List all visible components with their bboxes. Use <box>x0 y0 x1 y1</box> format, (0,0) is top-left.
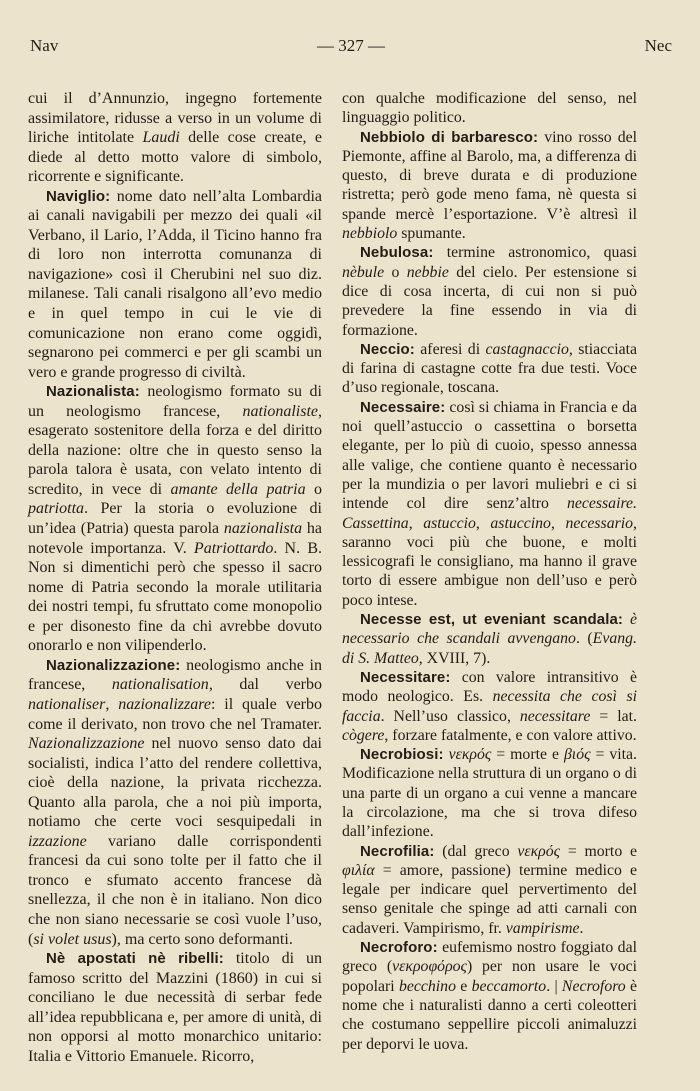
entry-necesse-est-ut-eveniant-scandala <box>342 610 637 668</box>
definition-text: nel nuovo senso dato dai socialisti, indica l’atto del rendere collettiva, cioè della nazione, la privata ricchezza. Quanto alla parola, che a noi più importa, notiamo che certe voci sesquipedali in <box>28 735 322 831</box>
italic-text: necessario <box>565 514 634 532</box>
italic-text: Patriottardo <box>193 539 274 557</box>
definition-text: . N. B. Non si dimentichi però che spesso il sacro nome di Patria secondo la morale utilitaria dei nostri tempi, fu sfruttato come monopolio e per disonesto fine da chi avrebbe dovuto onorarlo e non vilipenderlo. <box>28 539 323 655</box>
headword: Necrobiosi: <box>360 746 444 764</box>
italic-text: Evang. di S. Matteo <box>342 630 637 667</box>
running-header <box>30 36 672 60</box>
definition-text: spumante. <box>397 225 466 243</box>
definition-text: delle cose create, e diede al detto motto valore di simbolo, ricorrente e significante. <box>28 129 322 186</box>
italic-text: νεκροφόρος <box>392 958 467 976</box>
definition-text: eufemismo nostro foggiato dal greco ( <box>342 939 637 976</box>
definition-text: , saranno voci più che buone, e molti lessicografi le consigliano, ma hanno il grave torto di essere ambigue non dell’uso e però poco intese. <box>342 514 637 609</box>
definition-text: nome dato nell’alta Lombardia ai canali navigabili per mezzo dei quali «il Verbano, il Lario, l’Adda, il Ticino hanno fra di loro non interrotta comunanza di navigazione» così il Cherubini nel suo diz. milanese. Tali canali risalgono all’evo medio e in quel tempo in cui le vie di comunicazione non erano come oggidì, segnarono pei commerci e per gli scambi un vero e grande progresso di civiltà. <box>28 187 322 381</box>
definition-text <box>623 611 630 628</box>
definition-text: termine astronomico, quasi <box>433 244 637 262</box>
definition-text: , esagerato sostenitore della forza e del diritto della nazione: oltre che in questo senso la parola talora è usata, con velato intento di scredito, in vece di <box>28 402 322 498</box>
headword: Necrofilia: <box>360 842 435 860</box>
italic-text: si volet usus <box>33 930 112 948</box>
definition-text: . | <box>546 977 562 995</box>
italic-text: amante della patria <box>170 480 306 498</box>
italic-text: nationalisation <box>111 676 209 694</box>
italic-text: astuccio <box>423 514 476 532</box>
italic-text: φιλία <box>342 861 375 879</box>
headword: Neccio: <box>360 340 415 358</box>
italic-text: castagnaccio <box>485 340 569 358</box>
definition-text: aferesi di <box>414 340 486 358</box>
entry-necessitare <box>342 668 637 745</box>
definition-text: e <box>455 977 472 995</box>
italic-text: νεκρός <box>517 842 561 860</box>
entry-nebulosa <box>342 243 637 339</box>
italic-text: nebbie <box>406 263 449 281</box>
definition-text: . Per la storia o evoluzione di un’idea (Patria) questa parola <box>28 500 322 538</box>
italic-text: vampirisme <box>505 919 580 937</box>
headword: Nebbiolo di barbaresco: <box>360 128 539 146</box>
definition-text: (dal greco <box>434 842 518 860</box>
headword: Necessaire: <box>360 398 446 416</box>
definition-text: = morto e <box>560 842 637 860</box>
headword: Nebulosa: <box>360 244 434 262</box>
italic-text: nazionalizzare <box>118 695 211 713</box>
italic-text: cògere <box>342 726 385 744</box>
italic-text: Nazionalizzazione <box>28 735 145 753</box>
continuation-text <box>28 89 322 187</box>
entry-necroforo <box>342 938 637 1054</box>
definition-text: , dal verbo <box>208 676 322 694</box>
definition-text: ), ma certo sono deformanti. <box>111 930 293 948</box>
italic-text: nationaliser <box>28 695 106 713</box>
italic-text: necessaire. Cassettina <box>342 495 637 532</box>
headword: Nazionalista: <box>46 383 140 401</box>
italic-text: nebbiolo <box>342 225 398 243</box>
italic-text: nationaliste <box>242 402 318 420</box>
italic-text: necessita che così si faccia <box>342 688 637 725</box>
definition-text: , XVIII, 7). <box>418 649 491 667</box>
italic-text: νεκρός <box>448 746 492 764</box>
left-column <box>28 89 322 1066</box>
header-right-guideword: Nec <box>644 36 672 55</box>
definition-text: vino rosso del Piemonte, affine al Barolo, ma, a differenza di questo, di breve durata e di produzione ristretta; però gode meno fama, nè questa si spande mercè l’esportazione. V’è altresì il <box>342 128 637 223</box>
continuation-text <box>342 89 637 128</box>
definition-text: = lat. <box>590 707 638 725</box>
italic-text: βιός <box>563 746 591 764</box>
header-left-guideword: Nav <box>30 36 59 55</box>
entry-neccio <box>342 340 637 398</box>
definition-text: , <box>550 514 566 532</box>
italic-text: è necessario che scandali avvengano <box>342 611 637 648</box>
definition-text: , forzare fatalmente, e con valore attivo. <box>384 726 637 744</box>
entry-necrobiosi <box>342 745 637 841</box>
italic-text: necessitare <box>519 707 591 725</box>
definition-text: ) per non usare le voci popolari <box>342 958 637 995</box>
italic-text: Laudi <box>142 129 180 147</box>
italic-text: astuccino <box>490 514 551 532</box>
entry-nazionalizzazione <box>28 656 322 949</box>
headword: Necesse est, ut eveniant scandala: <box>360 611 624 629</box>
definition-text: = amore, passione) termine medico e legale per indicare quel pervertimento del senso genitale che spinge ad atti carnali con cadaveri. Vampirismo, fr. <box>342 861 637 937</box>
definition-text: : il quale verbo come il derivato, non trovo che nel Tramater. <box>28 695 322 733</box>
definition-text: , <box>408 514 424 532</box>
definition-text: è nome che i naturalisti danno a certi coleotteri che costumano seppellire piccoli animaluzzi per deporvi le uova. <box>342 977 637 1053</box>
definition-text: , stiacciata di farina di castagne cotte fra due testi. Voce d’uso regionale, toscana. <box>342 340 637 397</box>
headword: Necroforo: <box>360 939 438 957</box>
definition-text: del cielo. Per estensione si dice di cosa incerta, di cui non si può prevedere la fine essendo in via di formazione. <box>342 263 637 339</box>
definition-text: neologismo formato su di un neologismo francese, <box>28 383 322 420</box>
headword: Nazionalizzazione: <box>46 656 181 674</box>
italic-text: beccamorto <box>471 977 547 995</box>
italic-text: izzazione <box>28 832 87 850</box>
italic-text: nazionalista <box>223 520 303 538</box>
definition-text: = vita. Modificazione nella struttura di un organo o di una parte di un organo a cui venne a mancare la circolazione, ma che si trova difeso dall’infezione. <box>342 746 637 841</box>
definition-text: titolo di un famoso scritto del Mazzini (1860) in cui si conciliano le due necessità di serbar fede all’idea repubblicana e, per amore di unità, di non opporsi al motto monarchico unitario: Italia e Vittorio Emanuele. Ricorro, <box>28 950 322 1065</box>
definition-text: o <box>384 263 407 281</box>
italic-text: Necroforo <box>561 977 626 995</box>
headword: Necessitare: <box>360 668 451 686</box>
definition-text: ha notevole importanza. V. <box>28 520 322 557</box>
definition-text: . <box>579 919 584 937</box>
definition-text: = morte e <box>491 746 564 764</box>
definition-text: così si chiama in Francia e da noi quell’astuccio o cassettina o borsetta elegante, per lo più di cuoio, spesso annessa alle valige, che contiene quanto è necessario per la mundizia o per lavori muliebri e ci si intende col dire senz’altro <box>342 398 637 513</box>
definition-text: . Nell’uso classico, <box>380 707 520 725</box>
italic-text: nèbule <box>342 263 385 281</box>
definition-text: , <box>475 514 491 532</box>
right-column <box>342 89 637 1054</box>
entry-naviglio <box>28 187 322 382</box>
definition-text: neologismo anche in francese, <box>28 656 322 694</box>
definition-text: con valore intransitivo è modo neologico. Es. <box>342 668 637 706</box>
entry-ne-apostati-ne-ribelli <box>28 949 322 1066</box>
definition-text: variano dalle corrispondenti francesi da cui sono tolte per il fatto che il tronco e sfumato accento francese dà snellezza, il che non è in italiano. Non dico che non siano necessarie se così vuole l’uso, ( <box>28 832 322 948</box>
italic-text: patriotta <box>28 500 85 518</box>
page-number: — 327 — <box>317 36 385 55</box>
definition-text: cui il d’Annunzio, ingegno fortemente assimilatore, ridusse a verso in un volume di liriche intitolate <box>28 90 322 147</box>
headword: Naviglio: <box>46 187 111 205</box>
italic-text: becchino <box>398 977 456 995</box>
entry-necessaire <box>342 398 637 610</box>
headword: Nè apostati nè ribelli: <box>46 950 224 968</box>
entry-necrofilia <box>342 842 637 938</box>
definition-text: . ( <box>575 630 593 648</box>
entry-nazionalista <box>28 382 322 656</box>
definition-text: con qualche modificazione del senso, nel linguaggio politico. <box>342 90 637 127</box>
definition-text: o <box>305 480 323 498</box>
definition-text: , <box>105 695 119 713</box>
entry-nebbiolo-di-barbaresco <box>342 128 637 244</box>
